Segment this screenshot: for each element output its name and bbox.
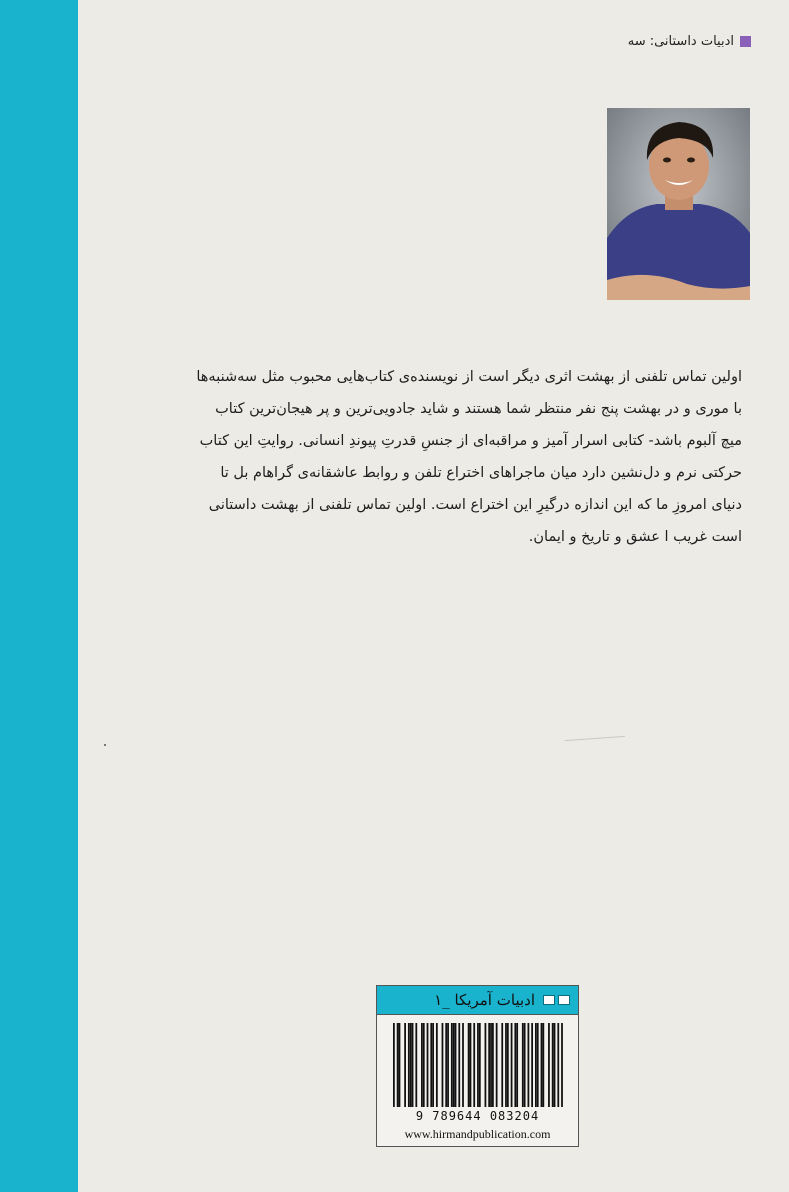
barcode-bar — [422, 1023, 424, 1107]
barcode-bar — [473, 1023, 475, 1107]
barcode-bar — [540, 1023, 542, 1107]
barcode-bar — [458, 1023, 460, 1107]
barcode-bar — [548, 1023, 550, 1107]
barcode-bar — [404, 1023, 406, 1107]
blurb-line: دنیای امروزِ ما که این اندازه درگیرِ این اختراع است. اولین تماس تلفنی از بهشت داستانی — [208, 497, 742, 513]
barcode-icon — [393, 1023, 563, 1107]
barcode-area — [377, 1015, 578, 1125]
series-name: ادبیات آمریکا _۱ — [434, 991, 535, 1009]
barcode-bar — [521, 1023, 523, 1107]
barcode-bar — [536, 1023, 538, 1107]
series-tag-text: ادبیات داستانی: سه — [627, 34, 734, 49]
barcode-bar — [557, 1023, 559, 1107]
barcode-bar — [527, 1023, 529, 1107]
barcode-bar — [432, 1023, 434, 1107]
barcode-bar — [495, 1023, 497, 1107]
series-barcode-box — [376, 985, 579, 1147]
barcode-bar — [409, 1023, 411, 1107]
author-photo — [607, 108, 750, 300]
barcode-bar — [516, 1023, 518, 1107]
barcode-bar — [411, 1023, 413, 1107]
barcode-bar — [561, 1023, 563, 1107]
series-tag-square — [740, 36, 751, 47]
isbn-number: 9 789644 083204 — [415, 1109, 540, 1123]
barcode-bar — [505, 1023, 507, 1107]
blurb-line: با موری و در بهشت پنج نفر منتظر شما هستند و شاید جادویی‌ترین و پر هیجان‌ترین کتاب — [215, 401, 742, 417]
barcode-bar — [396, 1023, 398, 1107]
series-tag — [628, 34, 751, 49]
barcode-bar — [426, 1023, 428, 1107]
barcode-bar — [501, 1023, 503, 1107]
barcode-bar — [488, 1023, 490, 1107]
barcode-bar — [492, 1023, 494, 1107]
barcode-bar — [462, 1023, 464, 1107]
barcode-bar — [478, 1023, 480, 1107]
barcode-bar — [445, 1023, 447, 1107]
barcode-bar — [510, 1023, 512, 1107]
barcode-bar — [534, 1023, 536, 1107]
barcode-bar — [407, 1023, 409, 1107]
barcode-bar — [531, 1023, 533, 1107]
blurb-text — [158, 361, 742, 553]
barcode-bar — [553, 1023, 555, 1107]
barcode-bar — [477, 1023, 479, 1107]
series-marks-icon — [543, 995, 570, 1005]
dust-speck — [104, 744, 106, 746]
barcode-bar — [469, 1023, 471, 1107]
barcode-bar — [421, 1023, 423, 1107]
barcode-bar — [490, 1023, 492, 1107]
barcode-bar — [447, 1023, 449, 1107]
barcode-bar — [484, 1023, 486, 1107]
barcode-bar — [450, 1023, 452, 1107]
barcode-bar — [454, 1023, 456, 1107]
barcode-bar — [415, 1023, 417, 1107]
barcode-bar — [430, 1023, 432, 1107]
surface-scratch — [565, 736, 625, 743]
barcode-bar — [467, 1023, 469, 1107]
barcode-bar — [435, 1023, 437, 1107]
cover-spine — [0, 0, 78, 1192]
barcode-bar — [398, 1023, 400, 1107]
barcode-bar — [393, 1023, 395, 1107]
barcode-bar — [551, 1023, 553, 1107]
barcode-bar — [506, 1023, 508, 1107]
barcode-bar — [523, 1023, 525, 1107]
barcode-bar — [514, 1023, 516, 1107]
blurb-line: اولین تماس تلفنی از بهشت اثری دیگر است از نویسنده‌ی کتاب‌هایی محبوب مثل سه‌شنبه‌ها — [196, 369, 742, 385]
barcode-bar — [542, 1023, 544, 1107]
blurb-line: حرکتی نرم و دل‌نشین دارد میان ماجراهای اختراع تلفن و روابط عاشقانه‌ی گراهام بل تا — [220, 465, 742, 481]
blurb-line: میچ آلبوم باشد- کتابی اسرار آمیز و مراقبه‌ای از جنسِ قدرتِ پیوندِ انسانی. روایتِ این کتاب — [199, 433, 742, 449]
publisher-website: www.hirmandpublication.com — [404, 1127, 551, 1141]
barcode-bar — [441, 1023, 443, 1107]
series-bar — [377, 986, 578, 1015]
author-photo-image — [607, 108, 750, 300]
blurb-line: است غریب ا عشق و تاریخ و ایمان. — [528, 529, 742, 545]
barcode-bar — [452, 1023, 454, 1107]
